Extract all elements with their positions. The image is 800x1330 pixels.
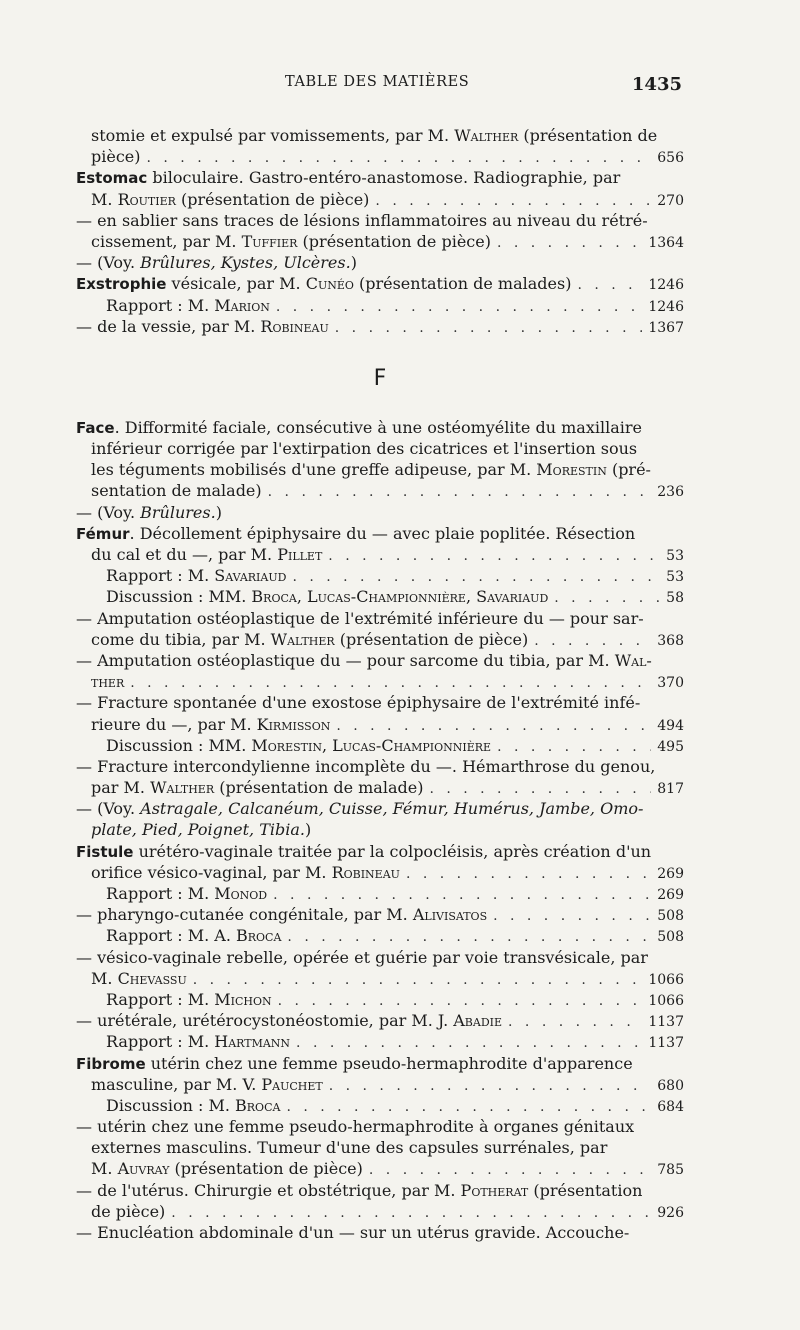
page-reference: 508 (657, 908, 684, 925)
text-run: Rapport : M. (106, 295, 215, 315)
entry-heading: Fémur (76, 524, 130, 543)
index-line-text (91, 480, 262, 501)
text-run: — (Voy. (76, 502, 141, 522)
page-reference: 494 (657, 717, 684, 734)
index-line (76, 714, 684, 735)
text-run: urétéro-vaginale traitée par la colpocléisis, après création d'un (133, 841, 652, 861)
text-run: cissement, par M. (91, 231, 242, 251)
text-run: — en sablier sans traces de lésions inflammatoires au niveau du rétré- (76, 210, 648, 230)
entry-heading: Face (76, 418, 115, 437)
index-line (76, 862, 684, 883)
author-name: Auvray (117, 1159, 170, 1179)
text-run: — urétérale, urétérocystonéostomie, par M. J. (76, 1011, 454, 1031)
index-line-text (91, 714, 330, 735)
index-line (76, 904, 684, 925)
text-run: vésicale, par M. (166, 274, 306, 294)
author-name: Pillet (277, 545, 323, 564)
page-reference: 1066 (648, 992, 684, 1009)
page-reference: 1364 (648, 234, 684, 251)
author-name: Michon (214, 989, 272, 1009)
index-line-text (76, 253, 357, 272)
index-line (76, 777, 684, 798)
page-reference: 1246 (648, 277, 684, 294)
author-name: Tuffier (241, 231, 298, 251)
author-name: Routier (117, 189, 176, 209)
index-line (76, 1158, 684, 1179)
dot-leader (375, 191, 651, 210)
index-line (76, 480, 684, 501)
index-line (76, 1053, 684, 1074)
author-name: Robineau (260, 316, 329, 336)
text-run: — de l'utérus. Chirurgie et obstétrique, par M. (76, 1180, 461, 1200)
index-line (76, 1031, 684, 1052)
text-run: — Fracture intercondylienne incomplète du —. Hémarthrose du genou, (76, 756, 656, 776)
text-run: ) (350, 253, 357, 273)
index-line-text (91, 231, 491, 252)
text-run: . Difformité faciale, consécutive à une ostéomyélite du maxillaire (114, 417, 642, 437)
index-block-f (76, 417, 684, 1243)
text-run: du cal et du —, par M. (91, 545, 278, 564)
text-run: — (Voy. (76, 253, 141, 273)
dot-leader (276, 297, 642, 316)
index-line-text (76, 948, 648, 967)
index-line-text (76, 1054, 633, 1073)
text-run: orifice vésico-vaginal, par M. (91, 862, 332, 882)
index-line (76, 671, 684, 692)
text-run: par M. (91, 778, 151, 798)
index-line-text (76, 273, 571, 294)
text-run: — Amputation ostéoplastique de l'extrémité inférieure du — pour sar- (76, 608, 644, 628)
text-run: M. (91, 968, 118, 988)
index-line-text (106, 1031, 290, 1052)
index-line (76, 735, 684, 756)
index-line-text (76, 503, 222, 522)
text-run: ) (305, 820, 312, 840)
index-line-text (76, 1117, 634, 1136)
text-run: — Amputation ostéoplastique du — pour sarcome du tibia, par M. (76, 650, 615, 670)
page-reference: 680 (657, 1077, 684, 1094)
index-line (76, 989, 684, 1010)
index-line-text (106, 565, 286, 586)
author-name: Walther (270, 629, 335, 649)
dot-leader (508, 1012, 642, 1031)
index-line-text (76, 842, 651, 861)
dot-leader (193, 970, 643, 989)
index-line-text (76, 524, 635, 543)
index-line (76, 252, 684, 273)
entry-heading: Estomac (76, 169, 148, 188)
author-name: Morestin (536, 460, 607, 480)
page-reference: 817 (657, 781, 684, 798)
text-run: (présentation de pièce) (334, 629, 529, 649)
author-name: Morestin, Lucas-Championnière (251, 735, 492, 755)
index-line (76, 167, 684, 188)
index-line (76, 650, 684, 671)
header-title: TABLE DES MATIÈRES (285, 74, 470, 90)
text-run: — (Voy. (76, 799, 141, 819)
index-line-text (91, 862, 400, 883)
page-reference: 368 (657, 632, 684, 649)
text-run: Rapport : M. (106, 1032, 215, 1052)
index-content (76, 125, 684, 1243)
index-line (76, 523, 684, 544)
index-line (76, 925, 684, 946)
text-run: — Fracture spontanée d'une exostose épiphysaire de l'extrémité infé- (76, 693, 641, 713)
page-reference: 370 (657, 675, 684, 692)
author-name: Walther (454, 126, 519, 145)
page-reference: 656 (657, 150, 684, 167)
author-name: Broca, Lucas-Championnière, Savariaud (251, 587, 549, 607)
author-name: Potherat (460, 1180, 529, 1200)
text-run: (présentation de pièce) (297, 231, 491, 251)
index-line (76, 819, 684, 840)
index-line (76, 968, 684, 989)
text-run: (présentation de pièce) (169, 1159, 363, 1179)
page-reference: 1367 (648, 319, 684, 336)
text-run: M. (91, 1159, 118, 1179)
page-reference: 684 (657, 1098, 684, 1115)
text-run: Discussion : M. (106, 1095, 236, 1115)
section-letter-heading: F (373, 366, 387, 391)
index-line (76, 1137, 684, 1158)
index-line-text (106, 295, 270, 316)
author-name: ther (91, 672, 125, 692)
page-reference: 1137 (648, 1014, 684, 1031)
index-line (76, 883, 684, 904)
index-line-text (91, 777, 423, 798)
index-line-text (76, 316, 329, 337)
index-line-text (91, 1074, 323, 1095)
text-run: . Décollement épiphysaire du — avec plaie poplitée. Résection (129, 523, 636, 543)
index-line (76, 502, 684, 523)
index-line (76, 692, 684, 713)
index-line-text (91, 126, 657, 145)
text-run: rieure du —, par M. (91, 714, 257, 734)
index-line (76, 125, 684, 146)
index-line-text (91, 544, 322, 565)
index-line (76, 608, 684, 629)
index-line (76, 629, 684, 650)
author-name: Cunéo (305, 274, 354, 294)
text-run: M. (91, 189, 118, 209)
author-name: Pauchet (261, 1074, 323, 1094)
text-run: utérin chez une femme pseudo-hermaphrodite d'apparence (145, 1053, 633, 1073)
index-line-text (91, 439, 637, 458)
index-line-text (91, 146, 141, 167)
dot-leader (292, 567, 660, 586)
author-name: Abadie (453, 1011, 503, 1031)
index-line (76, 1201, 684, 1222)
index-line (76, 947, 684, 968)
index-line-text (76, 757, 655, 776)
index-line-text (76, 211, 648, 230)
author-name: Hartmann (214, 1032, 291, 1052)
text-run: masculine, par M. V. (91, 1074, 262, 1094)
author-name: Kirmisson (256, 714, 331, 734)
index-line-text (91, 1138, 607, 1157)
dot-leader (429, 779, 651, 798)
text-run: (pré- (606, 460, 651, 480)
index-line-text (91, 460, 651, 479)
text-run: Discussion : MM. (106, 735, 252, 755)
dot-leader (497, 737, 651, 756)
index-line-text (91, 1158, 363, 1179)
index-line-text (91, 1201, 165, 1222)
dot-leader (336, 716, 651, 735)
index-line (76, 210, 684, 231)
index-block-e (76, 125, 684, 337)
index-line-text (106, 586, 548, 607)
author-name: Broca (235, 1095, 281, 1115)
page-reference: 926 (657, 1204, 684, 1221)
index-line (76, 146, 684, 167)
dot-leader (287, 927, 651, 946)
page-reference: 236 (657, 484, 684, 501)
text-run: — utérin chez une femme pseudo-hermaphrodite à organes génitaux (76, 1117, 635, 1137)
entry-heading: Fibrome (76, 1054, 146, 1073)
index-line-text (76, 168, 620, 187)
dot-leader (147, 148, 652, 167)
index-line (76, 438, 684, 459)
page-reference: 785 (657, 1162, 684, 1179)
index-line (76, 565, 684, 586)
index-line (76, 316, 684, 337)
dot-leader (493, 906, 651, 925)
dot-leader (534, 631, 651, 650)
page-reference: 53 (666, 569, 684, 586)
index-line (76, 586, 684, 607)
index-line (76, 1095, 684, 1116)
author-name: Savariaud (214, 566, 287, 586)
index-line-text (76, 418, 642, 437)
dot-leader (286, 1097, 651, 1116)
index-line-text (106, 925, 281, 946)
text-run: (présentation (528, 1180, 643, 1200)
index-line (76, 231, 684, 252)
index-line (76, 459, 684, 480)
page-reference: 508 (657, 929, 684, 946)
text-run: — vésico-vaginale rebelle, opérée et guérie par voie transvésicale, par (76, 947, 648, 967)
text-run: Discussion : MM. (106, 587, 252, 607)
index-line-text (76, 904, 487, 925)
index-line-text (106, 883, 267, 904)
italic-reference: plate, Pied, Poignet, Tibia. (91, 820, 305, 840)
index-line-text (76, 1010, 502, 1031)
dot-leader (171, 1203, 651, 1222)
index-line (76, 295, 684, 316)
entry-heading: Exstrophie (76, 275, 167, 294)
text-run: — Enucléation abdominale d'un — sur un utérus gravide. Accouche- (76, 1223, 630, 1242)
text-run: come du tibia, par M. (91, 629, 271, 649)
index-line-text (91, 968, 187, 989)
index-line (76, 417, 684, 438)
dot-leader (577, 275, 642, 294)
dot-leader (554, 588, 660, 607)
text-run: ) (215, 502, 222, 522)
author-name: Broca (236, 926, 282, 946)
entry-heading: Fistule (76, 842, 134, 861)
dot-leader (497, 233, 642, 252)
text-run: — pharyngo-cutanée congénitale, par M. (76, 905, 413, 925)
index-line (76, 273, 684, 294)
dot-leader (406, 864, 651, 883)
dot-leader (328, 546, 660, 565)
index-line-text (76, 799, 643, 818)
index-line-text (91, 671, 124, 692)
index-line (76, 841, 684, 862)
text-run: externes masculins. Tumeur d'une des capsules surrénales, par (91, 1138, 608, 1158)
author-name: Walther (150, 778, 215, 798)
page-reference: 270 (657, 192, 684, 209)
page-reference: 53 (666, 548, 684, 564)
author-name: Marion (214, 295, 270, 315)
index-line-text (76, 609, 644, 628)
dot-leader (130, 673, 651, 692)
dot-leader (335, 318, 643, 337)
dot-leader (278, 991, 643, 1010)
text-run: (présentation de malade) (214, 778, 424, 798)
page-reference: 269 (657, 865, 684, 882)
dot-leader (369, 1160, 651, 1179)
text-run: les téguments mobilisés d'une greffe adipeuse, par M. (91, 460, 537, 480)
index-line (76, 1074, 684, 1095)
author-name: Wal- (614, 650, 652, 670)
index-line-text (76, 651, 652, 670)
index-line-text (106, 735, 491, 756)
index-line (76, 1222, 684, 1243)
index-line-text (76, 1181, 642, 1200)
author-name: Robineau (331, 862, 400, 882)
text-run: — de la vessie, par M. (76, 316, 261, 336)
dot-leader (329, 1076, 652, 1095)
italic-reference: Brûlures. (140, 502, 216, 522)
index-line-text (76, 693, 640, 712)
text-run: Rapport : M. (106, 989, 215, 1009)
running-header (0, 74, 800, 96)
page-reference: 269 (657, 887, 684, 903)
dot-leader (273, 885, 651, 904)
text-run: (présentation de malades) (353, 274, 572, 294)
page-reference: 58 (666, 590, 684, 607)
index-line (76, 1180, 684, 1201)
index-line-text (91, 189, 369, 210)
dot-leader (268, 482, 652, 501)
index-line (76, 544, 684, 565)
index-line-text (106, 1095, 280, 1116)
index-line (76, 189, 684, 210)
index-line-text (91, 629, 528, 650)
page-reference: 1246 (648, 298, 684, 315)
index-line (76, 1010, 684, 1031)
index-line (76, 1116, 684, 1137)
index-line-text (91, 820, 311, 839)
author-name: Chevassu (117, 968, 187, 988)
text-run: Rapport : M. A. (106, 926, 236, 946)
index-line-text (106, 989, 272, 1010)
index-line-text (76, 1223, 629, 1242)
page-reference: 1066 (648, 971, 684, 988)
dot-leader (296, 1033, 642, 1052)
text-run: Rapport : M. (106, 566, 215, 586)
index-line (76, 798, 684, 819)
index-line (76, 756, 684, 777)
text-run: Rapport : M. (106, 884, 215, 903)
text-run: de pièce) (91, 1201, 166, 1221)
text-run: inférieur corrigée par l'extirpation des cicatrices et l'insertion sous (91, 439, 638, 459)
text-run: pièce) (91, 147, 141, 167)
text-run: sentation de malade) (91, 481, 262, 501)
author-name: Alivisatos (412, 905, 488, 925)
page-reference: 495 (657, 738, 684, 755)
header-page-number: 1435 (631, 74, 682, 95)
italic-reference: Astragale, Calcanéum, Cuisse, Fémur, Humérus, Jambe, Omo- (140, 799, 644, 819)
text-run: (présentation de (518, 126, 658, 145)
italic-reference: Brûlures, Kystes, Ulcères. (140, 253, 351, 273)
text-run: (présentation de pièce) (175, 189, 370, 209)
page-reference: 1137 (648, 1035, 684, 1052)
text-run: stomie et expulsé par vomissements, par M. (91, 126, 455, 145)
author-name: Monod (214, 884, 268, 903)
text-run: biloculaire. Gastro-entéro-anastomose. Radiographie, par (147, 168, 621, 188)
